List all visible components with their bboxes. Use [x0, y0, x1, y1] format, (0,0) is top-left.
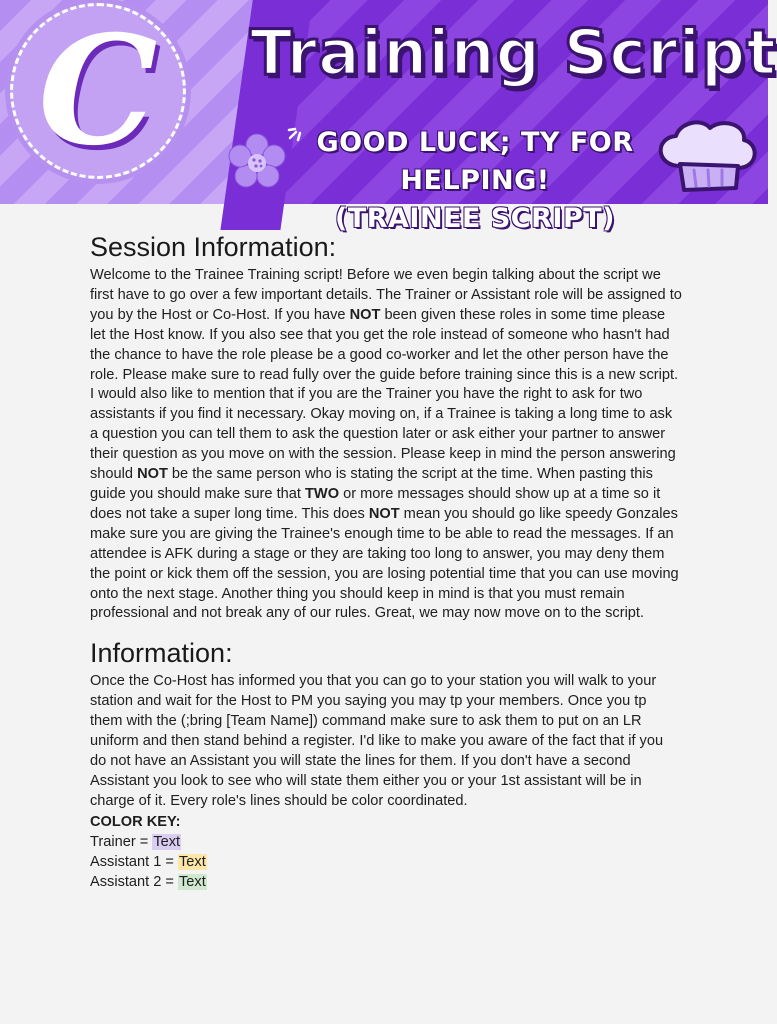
- emphasis-two: TWO: [305, 485, 340, 502]
- color-key-label: Assistant 1 =: [90, 853, 179, 870]
- banner-subtitle-line-1: GOOD LUCK; TY FOR HELPING!: [316, 127, 634, 196]
- color-key-trainer: [90, 832, 682, 852]
- emphasis-not-3: NOT: [368, 505, 400, 522]
- banner-subtitle-line-2: (TRAINEE SCRIPT): [334, 203, 616, 234]
- session-text-5: mean you should go like speedy Gonzales make sure you are giving the Trainee's enough time to be able to read the messages. If an attendee is AFK during a stage or they are taking too long to answer, you may deny them the point or kick them off the session, you are losing potential time that you can use moving onto the next stage. Another thing you should keep in mind is that you must remain professional and not break any of our rules. Great, we may now move on to the script.: [90, 505, 679, 622]
- information-heading: Information:: [90, 638, 233, 669]
- color-key-title: COLOR KEY:: [90, 813, 181, 830]
- color-swatch-assistant-2: Text: [179, 873, 206, 890]
- logo-badge: [10, 3, 186, 179]
- session-text-4: or more messages should show up at a time so it does not take a super long time. This does: [90, 485, 661, 522]
- color-swatch-trainer: Text: [153, 833, 181, 850]
- color-key-label: Trainer =: [90, 833, 153, 850]
- color-swatch-assistant-1: Text: [179, 853, 206, 870]
- color-key-label: Assistant 2 =: [90, 873, 179, 890]
- session-heading: Session Information:: [90, 232, 337, 262]
- logo-letter: C: [38, 3, 158, 179]
- chef-hat-icon: [650, 118, 762, 196]
- information-paragraph: Once the Co-Host has informed you that you can go to your station you will walk to your station and wait for the Host to PM you saying you may tp your members. Once you tp them with the (;bring [Team Name]) command make sure to ask them to put on an LR uniform and then stand behind a register. I'd like to make you aware of the fact that if you do not have an Assistant you will state the lines for them. If you don't have a second Assistant you look to see who will state them either you or your 1st assistant will be in charge of it. Every role's lines should be color coordinated.: [90, 673, 664, 809]
- session-text-3: be the same person who is stating the script at the time. When pasting this guide you should make sure that: [90, 466, 653, 502]
- main-content: [90, 228, 682, 892]
- banner-subtitle: [300, 124, 650, 238]
- session-paragraph: [90, 266, 682, 624]
- flower-icon: [226, 132, 288, 194]
- emphasis-not-2: NOT: [137, 466, 168, 483]
- color-key-assistant-2: [90, 872, 682, 892]
- emphasis-not-1: NOT: [349, 306, 381, 323]
- color-key-assistant-1: [90, 852, 682, 872]
- header-banner: [0, 0, 777, 234]
- banner-title: Training Script: [250, 16, 777, 89]
- session-text-1: Welcome to the Trainee Training script! Before we even begin talking about the script we first have to go over a few important details. The Trainer or Assistant role will be assigned to you by the Host or Co-Host. If you have: [90, 267, 682, 323]
- session-text-2: been given these roles in some time please let the Host know. If you also see that you get the role instead of someone who hasn't had the chance to have the role please be a good co-worker and let the other person have the role. Please make sure to read fully over the guide before training since this is a new script. I would also like to mention that if you are the Trainer you have the right to ask for two assistants if you find it necessary. Okay moving on, if a Trainee is taking a long time to ask a question you can tell them to ask the question later or ask either your partner to answer their question as you move on with the session. Please keep in mind the person answering should: [90, 306, 679, 483]
